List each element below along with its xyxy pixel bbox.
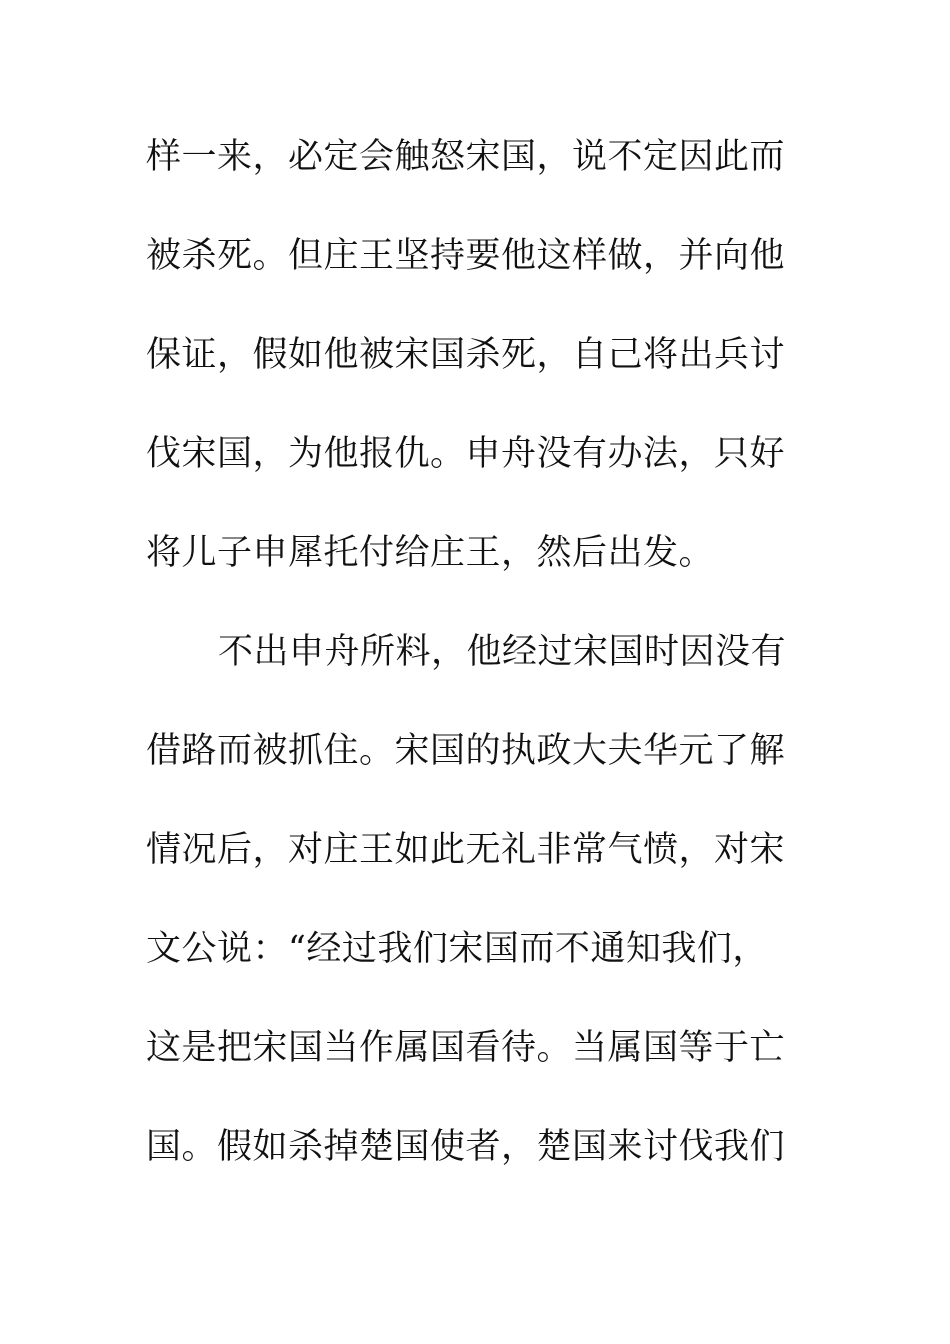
text-line-10: 这是把宋国当作属国看待。当属国等于亡 [146, 1028, 786, 1068]
text-line-3: 保证，假如他被宋国杀死，自己将出兵讨 [146, 335, 786, 375]
text-line-1: 样一来，必定会触怒宋国，说不定因此而 [146, 137, 786, 177]
text-line-7: 借路而被抓住。宋国的执政大夫华元了解 [146, 731, 786, 771]
text-line-8: 情况后，对庄王如此无礼非常气愤，对宋 [146, 830, 786, 870]
paragraph-start-line: 不出申舟所料，他经过宋国时因没有 [218, 632, 787, 672]
text-line-5: 将儿子申犀托付给庄王，然后出发。 [146, 533, 715, 573]
text-line-9: 文公说：“经过我们宋国而不通知我们， [146, 929, 768, 969]
text-line-11: 国。假如杀掉楚国使者，楚国来讨伐我们 [146, 1127, 786, 1167]
body-text [146, 127, 808, 1216]
text-line-2: 被杀死。但庄王坚持要他这样做，并向他 [146, 236, 786, 276]
text-line-4: 伐宋国，为他报仇。申舟没有办法，只好 [146, 434, 786, 474]
